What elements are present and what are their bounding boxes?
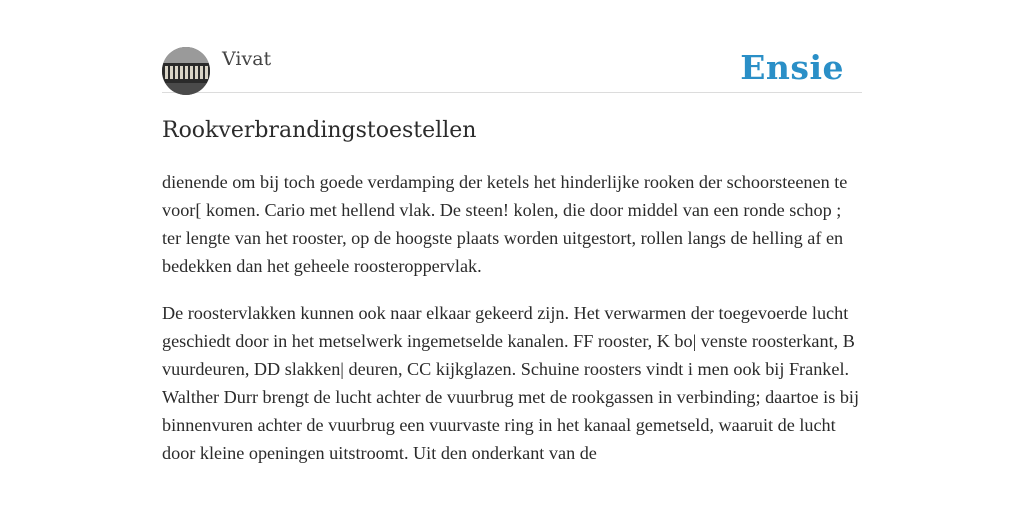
- article-title: Rookverbrandingstoestellen: [162, 118, 477, 143]
- typewriter-avatar-icon: [162, 47, 210, 95]
- article-body: [162, 168, 862, 486]
- article-paragraph: dienende om bij toch goede verdamping der ketels het hinderlijke rooken der schoorsteenen te voor[ komen. Cario met hellend vlak. De steen! kolen, die door middel van een ronde schop ; ter lengte van het rooster, op de hoogste plaats worden uitgestort, rollen langs de helling af en bedekken dan het geheele roosteroppervlak.: [162, 172, 848, 276]
- article-paragraph: De roostervlakken kunnen ook naar elkaar gekeerd zijn. Het verwarmen der toegevoerde lucht geschiedt door in het metselwerk ingemetselde kanalen. FF rooster, K bo| venste roosterkant, B vuurdeuren, DD slakken| deuren, CC kijkglazen. Schuine roosters vindt i men ook bij Frankel. Walther Durr brengt de lucht achter de vuurbrug met de rookgassen in verbinding; daartoe is bij binnenvuren achter de vuurbrug een vuurvaste ring in het kanaal gemetseld, waaruit de lucht door kleine openingen uitstroomt. Uit den onderkant van de: [162, 303, 860, 463]
- author-name[interactable]: Vivat: [222, 48, 272, 70]
- page-header: [162, 46, 862, 93]
- author-avatar[interactable]: [162, 47, 210, 95]
- brand-logo[interactable]: Ensie: [740, 48, 844, 87]
